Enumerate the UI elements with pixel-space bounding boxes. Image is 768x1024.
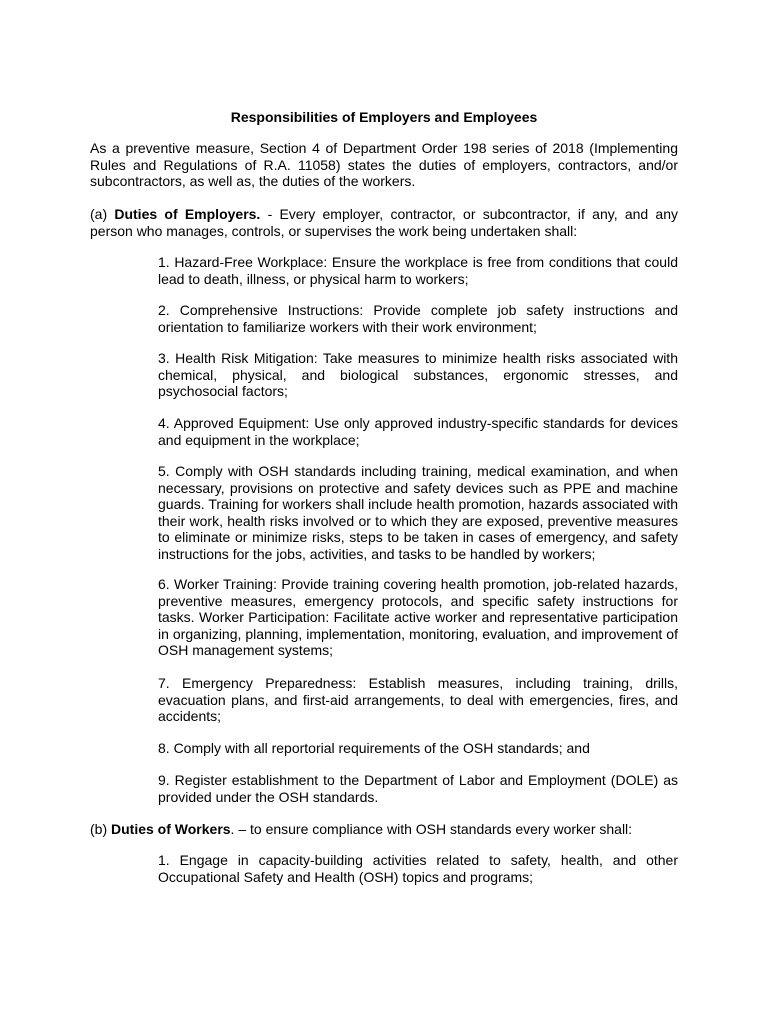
section-a-text: - Every employer, contractor, or subcontractor, if any, and any person who manages, controls, or supervises the work being undertaken shall:: [90, 206, 678, 239]
employer-duty-8: 8. Comply with all reportorial requirements of the OSH standards; and: [158, 740, 590, 756]
employer-duty-9: 9. Register establishment to the Department of Labor and Employment (DOLE) as provided under the OSH standards.: [158, 772, 678, 805]
section-a-heading: Duties of Employers.: [114, 206, 261, 222]
employer-duty-2: 2. Comprehensive Instructions: Provide complete job safety instructions and orientation to familiarize workers with their work environment;: [158, 302, 678, 335]
employer-duty-3: 3. Health Risk Mitigation: Take measures to minimize health risks associated with chemical, physical, and biological substances, ergonomic stresses, and psychosocial factors;: [158, 350, 678, 399]
document-title: Responsibilities of Employers and Employees: [230, 109, 538, 125]
section-b-heading: Duties of Workers: [111, 821, 231, 837]
section-a-prefix: (a): [90, 206, 115, 222]
section-b-paragraph: [90, 821, 678, 838]
worker-duty-1: 1. Engage in capacity-building activities related to safety, health, and other Occupational Safety and Health (OSH) topics and programs;: [158, 852, 678, 885]
section-b-prefix: (b): [90, 821, 111, 837]
employer-duty-1: 1. Hazard-Free Workplace: Ensure the workplace is free from conditions that could lead to death, illness, or physical harm to workers;: [158, 254, 678, 287]
section-b-text: . – to ensure compliance with OSH standards every worker shall:: [230, 821, 633, 837]
intro-paragraph: As a preventive measure, Section 4 of Department Order 198 series of 2018 (Implementing Rules and Regulations of R.A. 11058) states the duties of employers, contractors, and/or subcontractors, as well as, the duties of the workers.: [90, 140, 678, 189]
section-a-paragraph: [90, 206, 678, 239]
employer-duty-4: 4. Approved Equipment: Use only approved industry-specific standards for devices and equipment in the workplace;: [158, 415, 678, 448]
employer-duty-7: 7. Emergency Preparedness: Establish measures, including training, drills, evacuation plans, and first-aid arrangements, to deal with emergencies, fires, and accidents;: [158, 675, 678, 724]
employer-duty-5: 5. Comply with OSH standards including training, medical examination, and when necessary, provisions on protective and safety devices such as PPE and machine guards. Training for workers shall include health promotion, hazards associated with their work, health risks involved or to which they are exposed, preventive measures to eliminate or minimize risks, steps to be taken in cases of emergency, and safety instructions for the jobs, activities, and tasks to be handled by workers;: [158, 463, 678, 562]
employer-duty-6: 6. Worker Training: Provide training covering health promotion, job-related hazards, preventive measures, emergency protocols, and specific safety instructions for tasks. Worker Participation: Facilitate active worker and representative participation in organizing, planning, implementation, monitoring, evaluation, and improvement of OSH management systems;: [158, 576, 678, 658]
